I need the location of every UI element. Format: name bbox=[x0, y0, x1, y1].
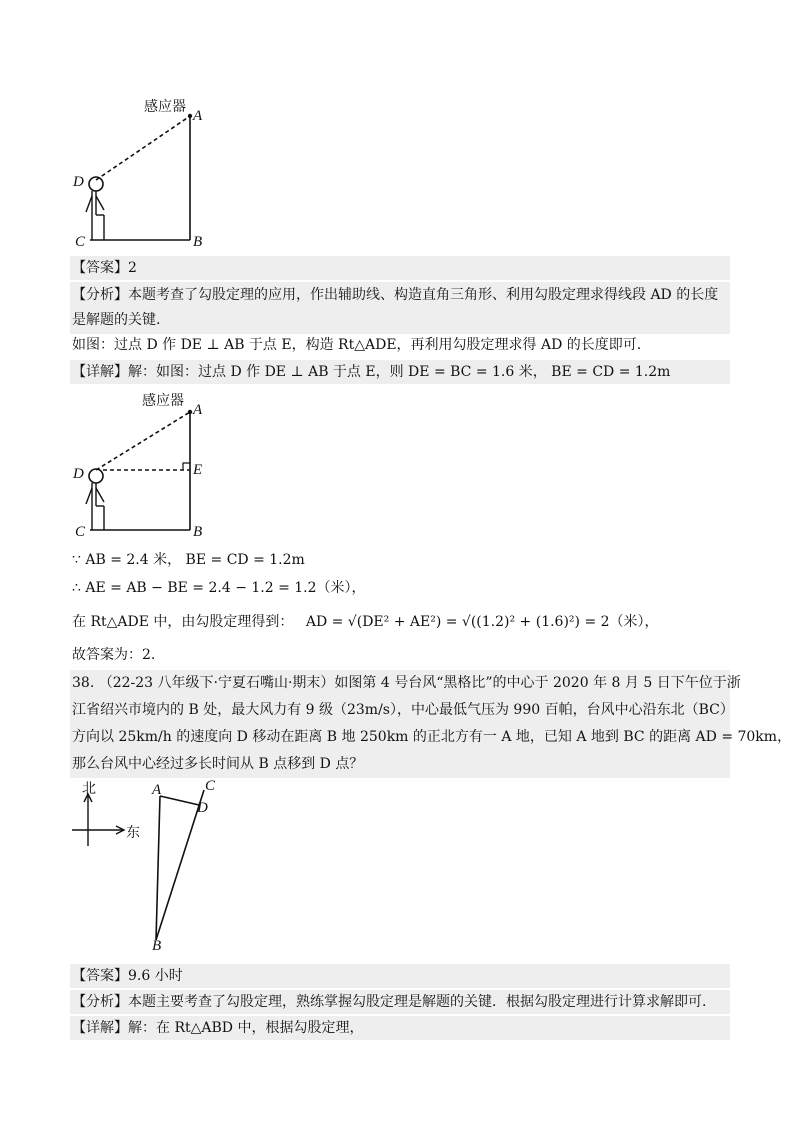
q38-analysis: 【分析】本题主要考查了勾股定理，熟练掌握勾股定理是解题的关键．根据勾股定理进行计算求解即可. bbox=[72, 994, 707, 1010]
q38-line2: 江省绍兴市境内的 B 处，最大风力有 9 级（23m/s），中心最低气压为 990 百帕，台风中心沿东北（BC） bbox=[72, 702, 734, 718]
q37-detail-line: 【详解】解：如图：过点 D 作 DE ⊥ AB 于点 E，则 DE = BC = 1.6 米， BE = CD = 1.2m bbox=[72, 364, 671, 380]
point-c-label-2: C bbox=[75, 524, 86, 540]
east-label: 东 bbox=[126, 825, 140, 841]
q37-step3-formula: AD = √(DE² + AE²) = √((1.2)² + (1.6)²) = 2（米）， bbox=[305, 614, 659, 630]
sensor-label-2: 感应器 bbox=[142, 393, 184, 409]
point-b-label: B bbox=[193, 234, 203, 250]
q37-analysis-line3: 如图：过点 D 作 DE ⊥ AB 于点 E，构造 Rt△ADE，再利用勾股定理求得 AD 的长度即可. bbox=[72, 337, 642, 353]
q37-step3-text: 在 Rt△ADE 中，由勾股定理得到： bbox=[72, 614, 294, 630]
point-d-label-2: D bbox=[73, 466, 84, 482]
q37-conclusion: 故答案为：2. bbox=[72, 647, 156, 663]
q38-line3: 方向以 25km/h 的速度向 D 移动在距离 B 地 250km 的正北方有一 A 地，已知 A 地到 BC 的距离 AD = 70km， bbox=[72, 729, 792, 745]
q38-answer: 【答案】9.6 小时 bbox=[72, 968, 183, 984]
point-c-label: C bbox=[75, 234, 86, 250]
q37-analysis-line2: 是解题的关键. bbox=[72, 312, 161, 328]
point-a-label: A bbox=[193, 108, 203, 124]
q38-line1: 38. （22-23 八年级下·宁夏石嘴山·期末）如图第 4 号台风“黑格比”的中心于 2020 年 8 月 5 日下午位于浙 bbox=[72, 675, 741, 691]
sensor-label: 感应器 bbox=[144, 99, 186, 115]
north-label: 北 bbox=[82, 781, 96, 797]
q37-step2: ∴ AE = AB − BE = 2.4 − 1.2 = 1.2（米）， bbox=[72, 580, 366, 596]
point-d-label: D bbox=[73, 174, 84, 190]
point-b-label-2: B bbox=[193, 524, 203, 540]
point-c-label-3: C bbox=[205, 778, 216, 794]
point-a-label-2: A bbox=[193, 402, 203, 418]
q38-detail: 【详解】解：在 Rt△ABD 中，根据勾股定理， bbox=[72, 1020, 364, 1036]
q37-analysis-line1: 【分析】本题考查了勾股定理的应用，作出辅助线、构造直角三角形、利用勾股定理求得线段 AD 的长度 bbox=[72, 287, 719, 303]
q37-step1: ∵ AB = 2.4 米， BE = CD = 1.2m bbox=[72, 552, 305, 568]
q37-answer: 【答案】2 bbox=[72, 260, 137, 276]
point-a-label-3: A bbox=[152, 782, 162, 798]
q38-line4: 那么台风中心经过多长时间从 B 点移到 D 点？ bbox=[72, 756, 364, 772]
point-d-label-3: D bbox=[197, 800, 208, 816]
point-e-label-2: E bbox=[193, 462, 203, 478]
point-b-label-3: B bbox=[152, 938, 162, 954]
